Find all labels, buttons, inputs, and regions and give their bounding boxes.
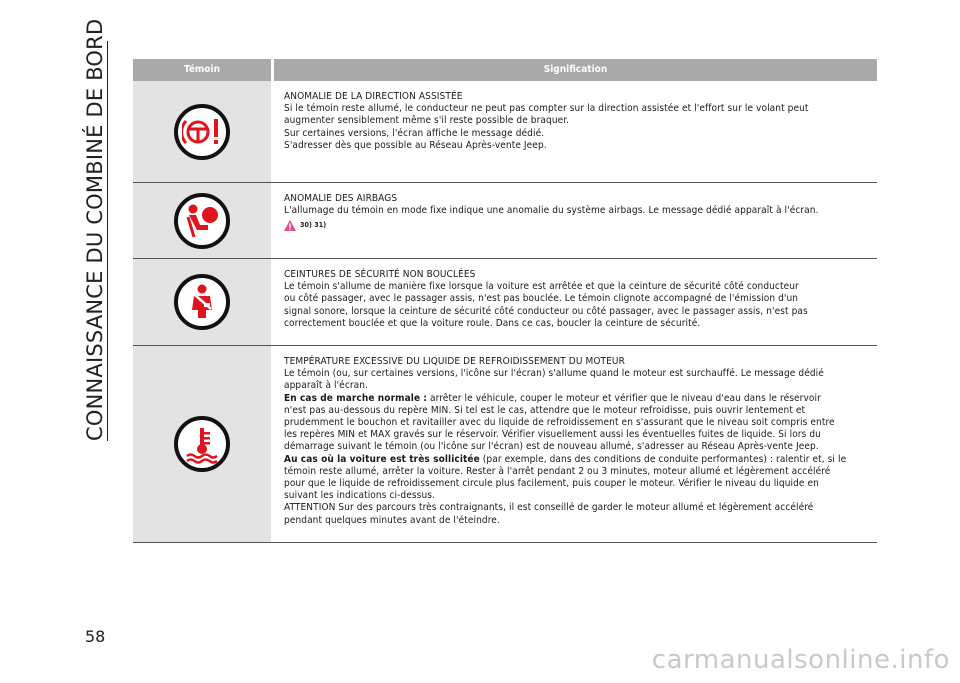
meaning-cell	[274, 346, 877, 542]
seatbelt-warning-icon	[174, 274, 230, 330]
section-title: CONNAISSANCE DU COMBINÉ DE BORD	[83, 18, 107, 441]
coolant-temperature-warning-icon	[174, 416, 230, 472]
row-text-line	[284, 393, 869, 405]
row-text-line: Si le témoin reste allumé, le conducteur ne peut pas compter sur la direction assistée et l'effort sur le volant peut	[284, 103, 809, 115]
icon-cell	[133, 81, 271, 182]
icon-cell	[133, 259, 271, 345]
row-text-line: ou côté passager, avec le passager assis, n'est pas bouclée. Le témoin clignote accompagné de l'émission d'un	[284, 293, 799, 305]
row-text-line: apparaît à l'écran.	[284, 380, 369, 392]
table-row	[133, 346, 877, 543]
row-text-line: suivant les indications ci-dessus.	[284, 490, 436, 502]
row-text-line: correctement bouclée et que la voiture roule. Dans ce cas, boucler la ceinture de sécurité.	[284, 317, 701, 329]
table-row	[133, 259, 877, 346]
table-header	[133, 59, 877, 81]
warning-refs: 30) 31)	[300, 221, 327, 230]
high-demand-label: Au cas où la voiture est très sollicitée	[284, 453, 480, 465]
row-text-line: témoin reste allumé, arrêter la voiture. Rester à l'arrêt pendant 2 ou 3 minutes, moteur allumé et légèrement accéléré	[284, 465, 831, 477]
row-text-line: pour que le liquide de refroidissement circule plus facilement, puis couper le moteur. Vérifier le niveau du liquide en	[284, 478, 819, 490]
row-text-line: Le témoin s'allume de manière fixe lorsque la voiture est arrêtée et que la ceinture de sécurité côté conducteur	[284, 281, 799, 293]
row-title: ANOMALIE DES AIRBAGS	[284, 193, 398, 204]
header-signification: Signification	[543, 64, 608, 75]
row-text-line: pendant quelques minutes avant de l'éteindre.	[284, 514, 500, 526]
warning-reference	[284, 219, 869, 231]
row-title: ANOMALIE DE LA DIRECTION ASSISTÉE	[284, 91, 463, 102]
row-text-line: les repères MIN et MAX gravés sur le réservoir. Vérifier visuellement aussi les éventuelles fuites de liquide. Si lors du	[284, 429, 821, 441]
meaning-cell	[274, 81, 877, 182]
row-title: TEMPÉRATURE EXCESSIVE DU LIQUIDE DE REFROIDISSEMENT DU MOTEUR	[284, 356, 625, 367]
warning-triangle-icon	[284, 220, 296, 231]
row-text-line: S'adresser dès que possible au Réseau Après-vente Jeep.	[284, 139, 547, 151]
row-text-line: signal sonore, lorsque la ceinture de sécurité côté conducteur ou côté passager, avec le passager assis, n'est pas	[284, 305, 808, 317]
row-text-line: augmenter sensiblement même s'il reste possible de braquer.	[284, 115, 570, 127]
warning-lights-table	[133, 59, 877, 543]
row-text-line: Sur certaines versions, l'écran affiche le message dédié.	[284, 127, 545, 139]
row-text-fragment: (par exemple, dans des conditions de conduite performantes) : ralentir et, si le	[479, 453, 847, 465]
meaning-cell	[274, 259, 877, 345]
table-row	[133, 81, 877, 183]
power-steering-warning-icon	[174, 104, 230, 160]
row-text-line: n'est pas au-dessous du repère MIN. Si tel est le cas, attendre que le moteur refroidisse, puis ouvrir lentement et	[284, 404, 806, 416]
meaning-cell	[274, 183, 877, 258]
row-text-line	[284, 454, 869, 466]
row-text-fragment: arrêter le véhicule, couper le moteur et vérifier que le niveau d'eau dans le réservoir	[427, 392, 821, 404]
row-text-line: prudemment le bouchon et ravitailler avec du liquide de refroidissement en s'assurant que le niveau soit compris entre	[284, 417, 835, 429]
watermark: carmanualsonline.info	[651, 645, 950, 675]
icon-cell	[133, 346, 271, 542]
row-title: CEINTURES DE SÉCURITÉ NON BOUCLÉES	[284, 269, 476, 280]
page-number: 58	[85, 627, 106, 646]
row-text-line: Le témoin (ou, sur certaines versions, l'icône sur l'écran) s'allume quand le moteur est surchauffé. Le message dédié	[284, 368, 824, 380]
airbag-warning-icon	[174, 193, 230, 249]
normal-operation-label: En cas de marche normale :	[284, 392, 428, 404]
header-temoin: Témoin	[184, 64, 220, 75]
row-text-line: ATTENTION Sur des parcours très contraignants, il est conseillé de garder le moteur allumé et légèrement accéléré	[284, 502, 814, 514]
row-text-line: démarrage suivant le témoin (ou l'icône sur l'écran) est de nouveau allumé, s'adresser au Réseau Après-vente Jeep.	[284, 441, 819, 453]
icon-cell	[133, 183, 271, 258]
row-text-line: L'allumage du témoin en mode fixe indique une anomalie du système airbags. Le message dédié apparaît à l'écran.	[284, 205, 819, 217]
table-row	[133, 183, 877, 259]
